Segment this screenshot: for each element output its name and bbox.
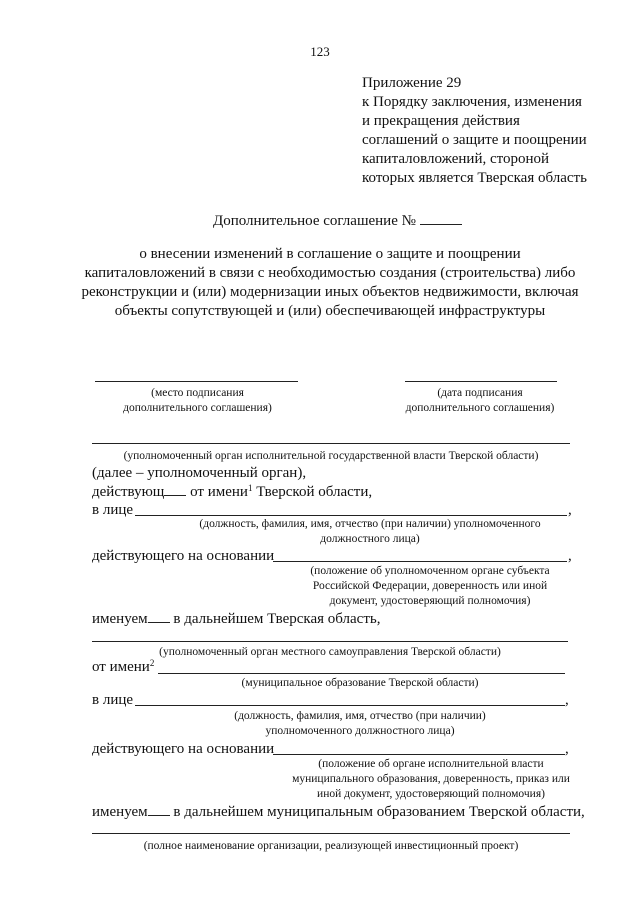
authority-person-caption [160, 517, 580, 547]
caption-line: (должность, фамилия, имя, отчество (при наличии) [234, 710, 486, 722]
organization-caption: (полное наименование организации, реализующей инвестиционный проект) [143, 840, 519, 852]
municipal-named-row [92, 803, 585, 822]
municipal-basis-caption [262, 757, 600, 802]
appendix-block [362, 74, 587, 188]
appendix-line: и прекращения действия [362, 113, 520, 129]
subtitle-line: о внесении изменений в соглашение о защите и поощрении [139, 246, 521, 262]
caption-line: (положение об органе исполнительной власти [318, 758, 544, 770]
document-title-text: Дополнительное соглашение № [213, 213, 416, 229]
acting-text: действующ [92, 484, 165, 500]
authority-caption: (уполномоченный орган исполнительной государственной власти Тверской области) [123, 450, 539, 462]
on-behalf-text: от имени [92, 659, 150, 675]
comma: , [565, 741, 569, 757]
named-as-text: в дальнейшем муниципальным образованием Тверской области, [173, 804, 585, 820]
ending-blank[interactable] [148, 610, 170, 623]
authority-basis-line[interactable] [273, 561, 567, 562]
municipal-authority-caption: (уполномоченный орган местного самоуправления Тверской области) [159, 646, 501, 658]
subtitle-line: реконструкции и (или) модернизации иных объектов недвижимости, включая [81, 284, 579, 300]
authority-hereinafter: (далее – уполномоченный орган), [92, 465, 307, 481]
agreement-number-blank[interactable] [420, 212, 462, 225]
caption-line: (должность, фамилия, имя, отчество (при наличии) уполномоченного [199, 518, 541, 530]
ending-blank[interactable] [164, 483, 186, 496]
municipal-basis-label: действующего на основании [92, 741, 275, 757]
authority-person-row [92, 501, 133, 520]
municipal-person-caption [150, 709, 570, 739]
document-subtitle [60, 245, 600, 321]
authority-named-row [92, 610, 380, 629]
municipal-person-line[interactable] [135, 705, 565, 706]
appendix-line: соглашений о защите и поощрении [362, 132, 587, 148]
caption-line: дополнительного соглашения) [405, 402, 555, 414]
appendix-line: которых является Тверская область [362, 170, 587, 186]
named-text: именуем [92, 804, 148, 820]
caption-line: уполномоченного должностного лица) [265, 725, 455, 737]
comma: , [568, 548, 572, 564]
caption-line: муниципального образования, доверенность, приказ или [292, 773, 570, 785]
ending-blank[interactable] [148, 803, 170, 816]
caption-line: (дата подписания [437, 387, 523, 399]
caption-line: дополнительного соглашения) [123, 402, 272, 414]
on-behalf-text: от имени [190, 484, 248, 500]
caption-line: иной документ, удостоверяющий полномочия) [317, 788, 545, 800]
authority-line[interactable] [92, 443, 570, 444]
municipal-entity-caption: (муниципальное образование Тверской области) [241, 677, 479, 689]
person-label: в лице [92, 502, 134, 518]
municipal-entity-line[interactable] [158, 673, 565, 674]
authority-acting-row [92, 483, 372, 502]
appendix-line: Приложение 29 [362, 75, 462, 91]
caption-line: (место подписания [151, 387, 244, 399]
caption-line: Российской Федерации, доверенность или иной [312, 580, 548, 592]
authority-basis-label: действующего на основании [92, 548, 275, 564]
municipal-person-label: в лице [92, 692, 134, 708]
document-title [213, 212, 462, 231]
signing-place-caption [80, 386, 315, 416]
subtitle-line: капиталовложений в связи с необходимостью создания (строительства) либо [84, 265, 576, 281]
signing-date-line[interactable] [405, 381, 557, 382]
footnote-marker: 1 [247, 483, 253, 493]
comma: , [568, 502, 572, 518]
municipal-authority-line[interactable] [92, 641, 568, 642]
signing-date-caption [360, 386, 600, 416]
appendix-line: к Порядку заключения, изменения [362, 94, 582, 110]
named-as-text: в дальнейшем Тверская область, [173, 611, 381, 627]
caption-line: должностного лица) [320, 533, 420, 545]
region-text: Тверской области, [256, 484, 373, 500]
authority-basis-caption [270, 564, 590, 609]
signing-place-line[interactable] [95, 381, 298, 382]
comma: , [565, 692, 569, 708]
organization-line[interactable] [92, 833, 570, 834]
caption-line: (положение об уполномоченном органе субъекта [310, 565, 550, 577]
footnote-marker: 2 [149, 658, 155, 668]
appendix-line: капиталовложений, стороной [362, 151, 550, 167]
caption-line: документ, удостоверяющий полномочия) [329, 595, 531, 607]
municipal-on-behalf-row [92, 658, 154, 677]
named-text: именуем [92, 611, 148, 627]
page-number: 123 [310, 44, 330, 59]
authority-person-line[interactable] [135, 515, 567, 516]
subtitle-line: объекты сопутствующей и (или) обеспечивающей инфраструктуры [114, 303, 546, 319]
municipal-basis-line[interactable] [273, 754, 565, 755]
